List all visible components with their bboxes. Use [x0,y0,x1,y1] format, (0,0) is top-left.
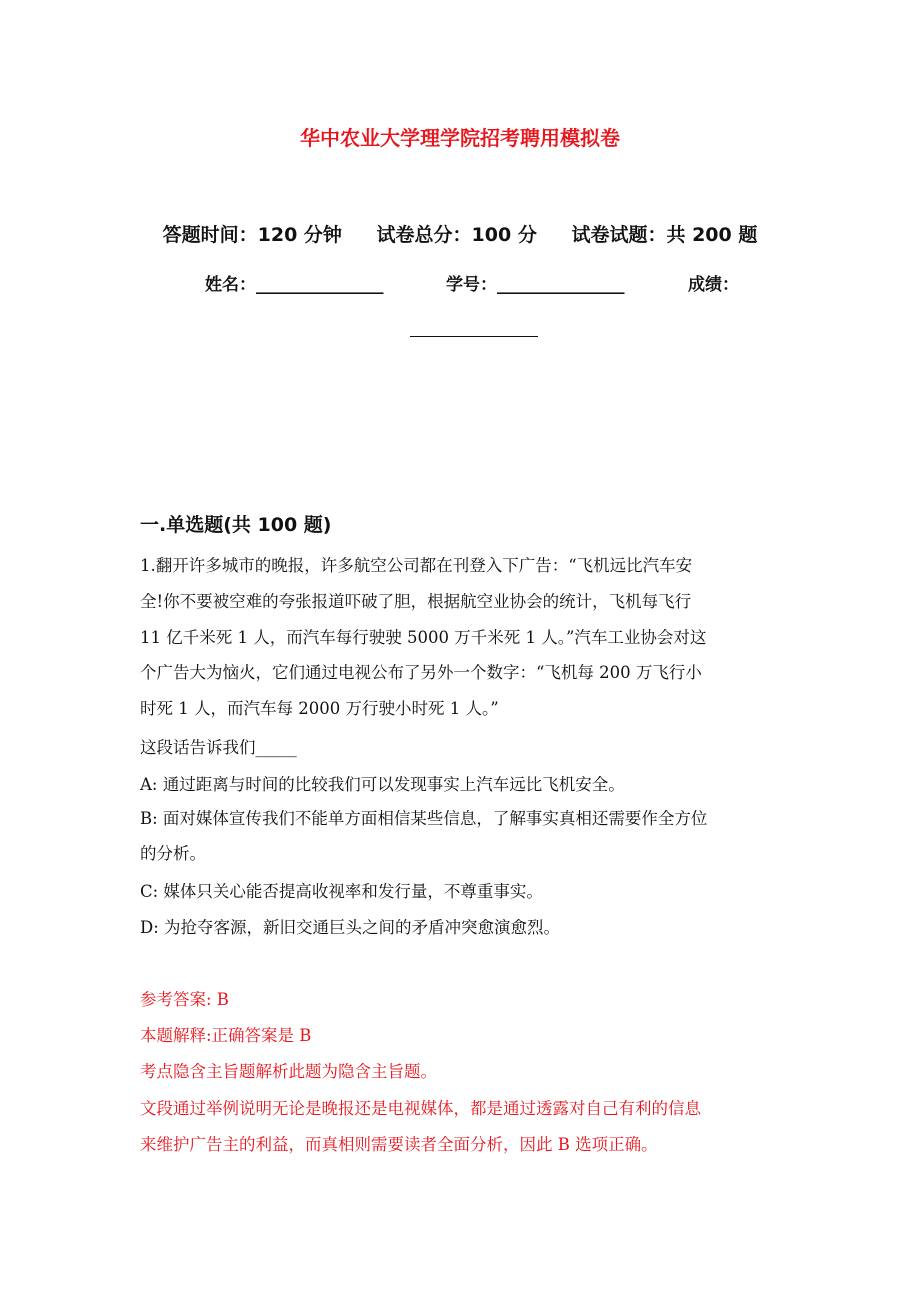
question-line: 全!你不要被空难的夸张报道吓破了胆，根据航空业协会的统计，飞机每飞行 [140,592,692,611]
document-title: 华中农业大学理学院招考聘用模拟卷 [300,126,620,150]
exam-question-count: 试卷试题：共 200 题 [571,224,758,246]
exam-meta [0,220,920,247]
exam-total-score: 试卷总分：100 分 [376,224,537,246]
name-field: 姓名：_______________ [205,275,384,295]
grade-blank-line [410,322,538,337]
question-line: 1.翻开许多城市的晚报，许多航空公司都在刊登入下广告：“飞机远比汽车安 [140,556,693,575]
reference-answer: 参考答案: B [140,990,229,1009]
exam-time: 答题时间：120 分钟 [162,224,342,246]
option-a: A: 通过距离与时间的比较我们可以发现事实上汽车远比飞机安全。 [140,775,625,794]
option-b: B: 面对媒体宣传我们不能单方面相信某些信息，了解事实真相还需要作全方位 [140,809,708,828]
option-b-cont: 的分析。 [140,844,206,863]
grade-field: 成绩： [688,275,739,295]
answer-analysis: 文段通过举例说明无论是晚报还是电视媒体，都是通过透露对自己有利的信息 [140,1099,701,1118]
question-line: 个广告大为恼火，它们通过电视公布了另外一个数字：“飞机每 200 万飞行小 [140,663,702,682]
answer-analysis: 考点隐含主旨题解析此题为隐含主旨题。 [140,1062,437,1081]
student-id-field: 学号：_______________ [446,275,625,295]
option-c: C: 媒体只关心能否提高收视率和发行量，不尊重事实。 [140,882,543,901]
option-d: D: 为抢夺客源，新旧交通巨头之间的矛盾冲突愈演愈烈。 [140,918,561,937]
answer-analysis: 来维护广告主的利益，而真相则需要读者全面分析，因此 B 选项正确。 [140,1135,658,1154]
question-line: 11 亿千米死 1 人，而汽车每行驶驶 5000 万千米死 1 人。”汽车工业协会对这 [140,628,707,647]
section-heading: 一.单选题(共 100 题) [140,514,332,536]
answer-explanation: 本题解释:正确答案是 B [140,1026,312,1045]
question-line: 时死 1 人，而汽车每 2000 万行驶小时死 1 人。” [140,699,499,718]
question-prompt: 这段话告诉我们_____ [140,738,297,757]
